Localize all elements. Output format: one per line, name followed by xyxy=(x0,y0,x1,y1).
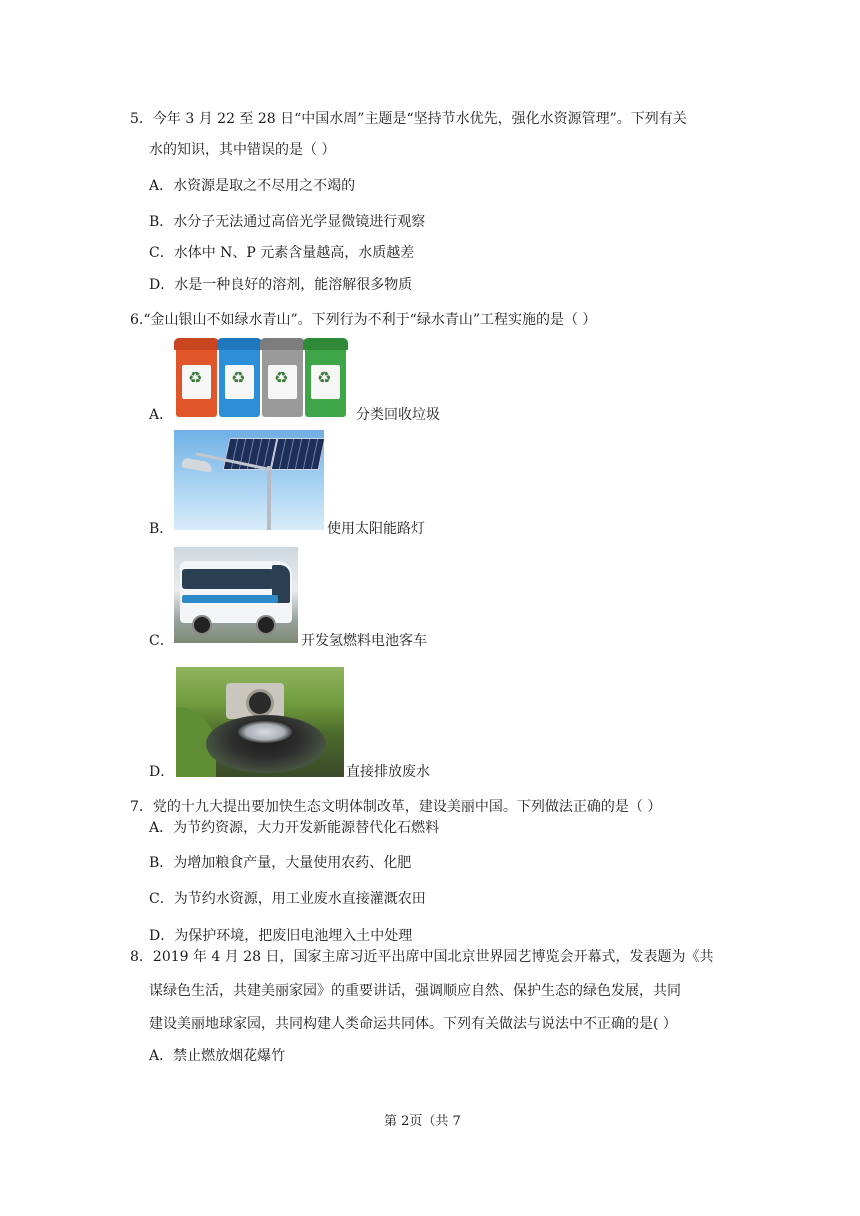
q6-option-d-text: 直接排放废水 xyxy=(346,764,430,780)
bin-red xyxy=(176,345,217,417)
bin-blue xyxy=(219,345,260,417)
q6-option-a-text: 分类回收垃圾 xyxy=(356,407,440,423)
bin-green xyxy=(305,345,346,417)
page-number: 第 2页（共 7 xyxy=(384,1114,461,1129)
q8-stem-line3: 建设美丽地球家园，共同构建人类命运共同体。下列有关做法与说法中不正确的是( ） xyxy=(149,1016,677,1032)
q6-option-c-text: 开发氢燃料电池客车 xyxy=(301,633,427,649)
q8-option-a: A．禁止燃放烟花爆竹 xyxy=(149,1048,286,1064)
q6-option-b-letter: B． xyxy=(149,521,174,537)
q6-option-b-text: 使用太阳能路灯 xyxy=(327,521,425,537)
hydrogen-fuel-bus-image xyxy=(174,547,298,643)
q5-stem-line1: 5．今年 3 月 22 至 28 日“中国水周”主题是“坚持节水优先，强化水资源管理”。下列有关 xyxy=(130,111,687,127)
q5-option-b: B．水分子无法通过高倍光学显微镜进行观察 xyxy=(149,214,426,230)
q5-option-c: C．水体中 N、P 元素含量越高，水质越差 xyxy=(149,245,415,261)
bin-gray xyxy=(262,345,303,417)
q6-option-d-letter: D． xyxy=(149,764,175,780)
q8-stem-line2: 谋绿色生活，共建美丽家园》的重要讲话，强调顺应自然、保护生态的绿色发展，共同 xyxy=(149,983,681,999)
q6-option-a-letter: A． xyxy=(149,407,174,423)
q8-stem-line1: 8．2019 年 4 月 28 日，国家主席习近平出席中国北京世界园艺博览会开幕式，发表题为《共 xyxy=(130,949,714,965)
recycle-icon: ♻ xyxy=(317,368,332,387)
q7-stem: 7．党的十九大提出要加快生态文明体制改革，建设美丽中国。下列做法正确的是（ ） xyxy=(130,799,662,815)
q5-option-d: D．水是一种良好的溶剂，能溶解很多物质 xyxy=(149,277,413,293)
recycle-icon: ♻ xyxy=(231,368,246,387)
q5-stem-line2: 水的知识，其中错误的是（ ） xyxy=(149,142,336,158)
q6-stem: 6.“金山银山不如绿水青山”。下列行为不利于“绿水青山”工程实施的是（ ） xyxy=(130,312,597,328)
q7-option-c: C．为节约水资源，用工业废水直接灌溉农田 xyxy=(149,891,426,907)
q7-option-d: D．为保护环境，把废旧电池埋入土中处理 xyxy=(149,928,413,944)
wastewater-discharge-image xyxy=(176,667,344,777)
q7-option-b: B．为增加粮食产量，大量使用农药、化肥 xyxy=(149,855,412,871)
recycle-icon: ♻ xyxy=(188,368,203,387)
q5-option-a: A．水资源是取之不尽用之不竭的 xyxy=(149,178,356,194)
solar-street-lamp-image xyxy=(174,430,324,530)
recycle-icon: ♻ xyxy=(274,368,289,387)
garbage-sorting-bins-image xyxy=(174,337,352,419)
q7-option-a: A．为节约资源，大力开发新能源替代化石燃料 xyxy=(149,820,440,836)
q6-option-c-letter: C． xyxy=(149,633,174,649)
